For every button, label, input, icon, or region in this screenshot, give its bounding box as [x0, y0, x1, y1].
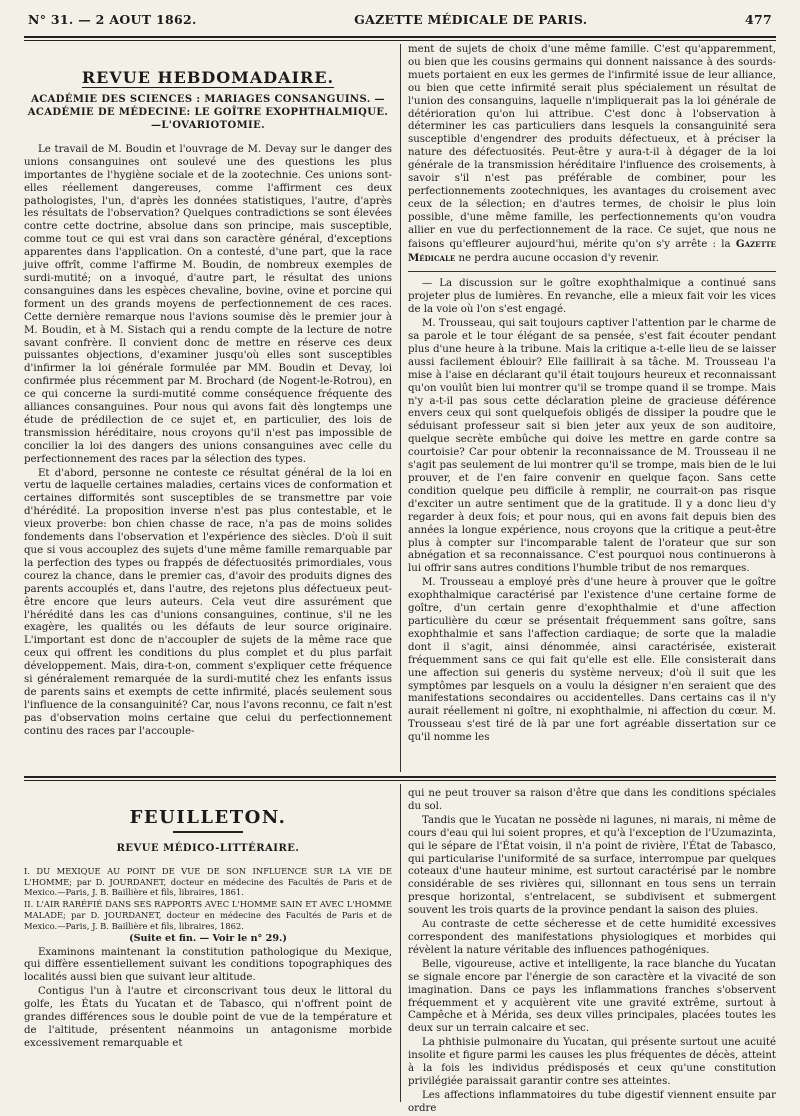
journal-title: GAZETTE MÉDICALE DE PARIS.	[354, 12, 588, 27]
paragraph-separator	[408, 271, 776, 272]
feuilleton-subtitle: REVUE MÉDICO-LITTÉRAIRE.	[116, 842, 300, 854]
revue-title: REVUE HEBDOMADAIRE.	[81, 68, 335, 87]
feuilleton-paragraph: Examinons maintenant la constitution pathologique du Mexique, qui diffère essentiellement suivant les conditions topographiques des localités aussi bien que suivant leur altitude.	[24, 946, 392, 984]
section-rule-thin	[24, 780, 776, 781]
feuilleton-paragraph: Au contraste de cette sécheresse et de cette humidité excessives correspondent des manifestations physiologiques et morbides qui révèlent la nature véritable des influences pathogéniques.	[408, 919, 776, 956]
feuilleton-left-column	[24, 784, 392, 1102]
book-reference: I. DU MEXIQUE AU POINT DE VUE DE SON INFLUENCE SUR LA VIE DE L'HOMME; par D. JOURDANET, docteur en médecine des Facultés de Paris et de Mexico.—Paris, J. B. Baillière et fils, libraires, 1861.	[24, 865, 392, 898]
revue-paragraph: M. Trousseau, qui sait toujours captiver l'attention par le charme de sa parole et le tour élégant de sa pensée, s'est fait écouter pendant plus d'une heure à la tribune. Mais la critique a-t-elle lieu de se laisser aussi facilement éblouir? Elle faillirait à sa tâche. M. Trousseau l'a mise à l'aise en déclarant qu'il était toujours heureux et reconnaissant qu'on voulût bien lui montrer qu'il se trompe quand il se trompe. Mais n'y a-t-il pas sous cette déclaration pleine de gracieuse déférence envers ceux qui sont quelquefois obligés de dissiper la poudre que le séduisant professeur sait si bien jeter aux yeux de son auditoire, quelque secrète embûche qui doive les mettre en garde contre sa courtoisie? Car pour obtenir la reconnaissance de M. Trousseau il ne s'agit pas seulement de lui montrer qu'il se trompe, mais bien de le lui prouver, et de l'en faire convenir en quelque façon. Sans cette condition quelque peu difficile à remplir, ne courrait-on pas risque d'exciter un autre sentiment que de la gratitude. Il y a donc lieu d'y regarder à deux fois; et pour nous, qui en avons fait depuis bien des années la longue expérience, nous croyons que la critique a peut-être plus à compter sur l'incomparable talent de l'orateur que sur son abnégation et sa reconnaissance. C'est pourquoi nous continuerons à lui offrir sans autres conditions l'humble tribut de nos remarques.	[408, 318, 776, 575]
issue-number: N° 31. — 2 AOUT 1862.	[28, 12, 197, 27]
section-rule	[24, 776, 776, 778]
revue-subtitle: ACADÉMIE DES SCIENCES : MARIAGES CONSANGUINS. — ACADÉMIE DE MÉDECINE: LE GOÎTRE EXOPHTHALMIQUE.—L'OVARIOTOMIE.	[27, 93, 389, 131]
revue-paragraph: — La discussion sur le goître exophthalmique a continué sans projeter plus de lumières. En revanche, elle a mieux fait voir les vices de la voie où l'on s'est engagé.	[408, 278, 776, 316]
header-rule-thin	[24, 40, 776, 41]
title-rule	[173, 831, 243, 833]
feuilleton-right-column	[408, 788, 776, 1114]
book-reference: II. L'AIR RARÉFIÉ DANS SES RAPPORTS AVEC L'HOMME SAIN ET AVEC L'HOMME MALADE; par D. JOURDANET, docteur en médecine des Facultés de Paris et de Mexico.—Paris, J. B. Baillière et fils, libraires, 1862.	[24, 899, 392, 931]
feuilleton-title: FEUILLETON.	[129, 807, 287, 828]
column-divider	[400, 784, 401, 1102]
feuilleton-paragraph: qui ne peut trouver sa raison d'être que dans les conditions spéciales du sol.	[408, 788, 776, 812]
revue-paragraph: Le travail de M. Boudin et l'ouvrage de M. Devay sur le danger des unions consanguines ont soulevé une des questions les plus importantes de l'hygiène sociale et de la zootechnie. Ces unions sont-elles réellement dangereuses, comme l'affirment ces deux pathologistes, l'un, d'après les données statistiques, l'autre, d'après les résultats de l'observation? Quelques contradictions se sont élevées contre cette doctrine, absolue dans son principe, mais susceptible, comme tout ce qui est vrai dans son caractère général, d'exceptions apparentes dans l'application. On a contesté, d'une part, que la race juive offrît, comme l'affirme M. Boudin, de nombreux exemples de surdi-mutité; on a invoqué, d'autre part, le résultat des unions consanguines dans les espèces chevaline, bovine, ovine et porcine qui forment un des grands moyens de perfectionnement de ces races. Cette dernière remarque nous l'avions soumise dès le premier jour à M. Boudin, et à M. Sistach qui a rendu compte de la lecture de notre savant confrère. Il convient donc de mettre en réserve ces deux puissantes objections, d'examiner jusqu'où elles sont susceptibles d'infirmer la loi générale formulée par MM. Boudin et Devay, loi confirmée plus récemment par M. Brochard (de Nogent-le-Rotrou), en ce qui concerne la surdi-mutité comme conséquence fréquente des alliances consanguines. Pour nous qui avons fait dès longtemps une étude de prédilection de ce sujet et, en particulier, des lois de transmission héréditaire, nous croyons qu'il n'est pas impossible de concilier la loi des dangers des unions consanguines avec celle du perfectionnement des races par la sélection des types.	[24, 143, 392, 465]
revue-paragraph: ment de sujets de choix d'une même famille. C'est qu'apparemment, ou bien que les cousins germains qui donnent naissance à des sourds-muets portaient en eux les germes de l'infirmité issue de leur alliance, ou bien que cette infirmité serait plus spécialement un résultat de l'union des consanguins, laquelle n'impliquerait pas la loi générale de détérioration qu'on lui attribue. C'est donc à l'observation à déterminer les cas particuliers dans lesquels la consanguinité sera susceptible d'engendrer des produits défectueux, et à préciser la nature des défectuosités. Peut-être y aura-t-il à dégager de la loi générale de la transmission héréditaire l'influence des croisements, à savoir s'il n'est pas préférable de combiner, pour les perfectionnements zootechniques, les avantages du croisement avec ceux de la sélection; en d'autres termes, de choisir le plus loin possible, d'une même famille, les perfectionnements qu'on voudra allier en vue du perfectionnement de la race. Ce sujet, que nous ne faisons qu'effleurer aujourd'hui, mérite qu'on s'y arrête : la Gazette Médicale ne perdra aucune occasion d'y revenir.	[408, 44, 776, 264]
feuilleton-paragraph: La phthisie pulmonaire du Yucatan, qui présente surtout une acuité insolite et figure parmi les causes les plus fréquentes de décès, atteint à la fois les individus prédisposés et ceux qu'une constitution privilégiée paraissait garantir contre ses atteintes.	[408, 1037, 776, 1087]
feuilleton-paragraph: Belle, vigoureuse, active et intelligente, la race blanche du Yucatan se signale encore par l'énergie de son caractère et la vivacité de son imagination. Dans ce pays les inflammations franches s'observent fréquemment et y acquièrent vite une gravité extrême, surtout à Campêche et à Mérida, ses deux villes principales, placées toutes les deux sur un terrain calcaire et sec.	[408, 958, 776, 1035]
page-header	[28, 12, 772, 34]
feuilleton-paragraph: Contigus l'un à l'autre et circonscrivant tous deux le littoral du golfe, les États du Yucatan et de Tabasco, qui n'offrent point de grandes différences sous le double point de vue de la température et de l'altitude, présentent néanmoins un antagonisme morbide excessivement remarquable et	[24, 986, 392, 1049]
page-number: 477	[745, 12, 772, 27]
gazette-name: Gazette Médicale	[408, 237, 776, 264]
column-divider	[400, 44, 401, 772]
continuation-note: (Suite et fin. — Voir le n° 29.)	[129, 932, 287, 944]
revue-paragraph: M. Trousseau a employé près d'une heure à prouver que le goître exophthalmique caractérisé par l'existence d'une certaine forme de goître, d'un certain genre d'exophthalmie et d'une affection particulière du cœur se présentait fréquemment sans goître, sans exophthalmie et sans l'affection cardiaque; de sorte que la maladie dont il s'agit, ainsi dénommée, ainsi caractérisée, existerait fréquemment sans ce qui fait qu'elle est elle. Elle consisterait dans une affection sui generis du système nerveux; d'où il suit que les symptômes par lesquels on a voulu la désigner n'en seraient que des manifestations secondaires ou accidentelles. Dans certains cas il n'y aurait réellement ni goître, ni exophthalmie, ni affection du cœur. M. Trousseau s'est tiré de là par une fort agréable dissertation sur ce qu'il nomme les	[408, 577, 776, 744]
revue-left-column	[24, 44, 392, 772]
feuilleton-paragraph: Tandis que le Yucatan ne possède ni lagunes, ni marais, ni même de cours d'eau qui lui soient propres, et qu'à l'exception de l'Uzumazinta, qui le sépare de l'État voisin, il n'a point de rivière, l'État de Tabasco, qui particularise l'uniformité de sa surface, interrompue par quelques coteaux d'une hauteur minime, est surtout caractérisé par le nombre considérable de ses rivières qui, sillonnant en tous sens un terrain presque horizontal, s'entrelacent, se subdivisent et submergent souvent les trois quarts de la province pendant la saison des pluies.	[408, 814, 776, 917]
revue-paragraph: Et d'abord, personne ne conteste ce résultat général de la loi en vertu de laquelle certaines maladies, certains vices de conformation et certaines difformités sont susceptibles de se transmettre par voie d'hérédité. La proposition inverse n'est pas plus contestable, et le vieux proverbe: bon chien chasse de race, n'a pas de moins solides fondements dans l'observation et l'expérience des siècles. D'où il suit que si vous accouplez des sujets d'une même famille remarquable par la perfection des types ou frappés de défectuosités primordiales, vous courez la chance, dans le premier cas, d'avoir des produits dignes des parents accouplés et, dans l'autre, des rejetons plus défectueux peut-être encore que leurs auteurs. Cela veut dire assurément que l'hérédité dans les cas d'unions consanguines, continue, s'il ne les exagère, les qualités ou les défauts de leur source originaire. L'important est donc de n'accoupler de sujets de la même race que ceux qui offrent les conditions du plus complet et du plus parfait développement. Mais, dira-t-on, comment s'expliquer cette fréquence si généralement remarquée de la surdi-mutité chez les enfants issus de parents sains et exempts de cette infirmité, placés seulement sous l'influence de la consanguinité? Car, nous l'avons reconnu, ce fait n'est pas d'observation moins certaine que celui du perfectionnement continu des races par l'accouple-	[24, 467, 392, 737]
feuilleton-paragraph: Les affections inflammatoires du tube digestif viennent ensuite par ordre	[408, 1089, 776, 1114]
header-rule	[24, 36, 776, 38]
revue-right-column	[408, 44, 776, 772]
